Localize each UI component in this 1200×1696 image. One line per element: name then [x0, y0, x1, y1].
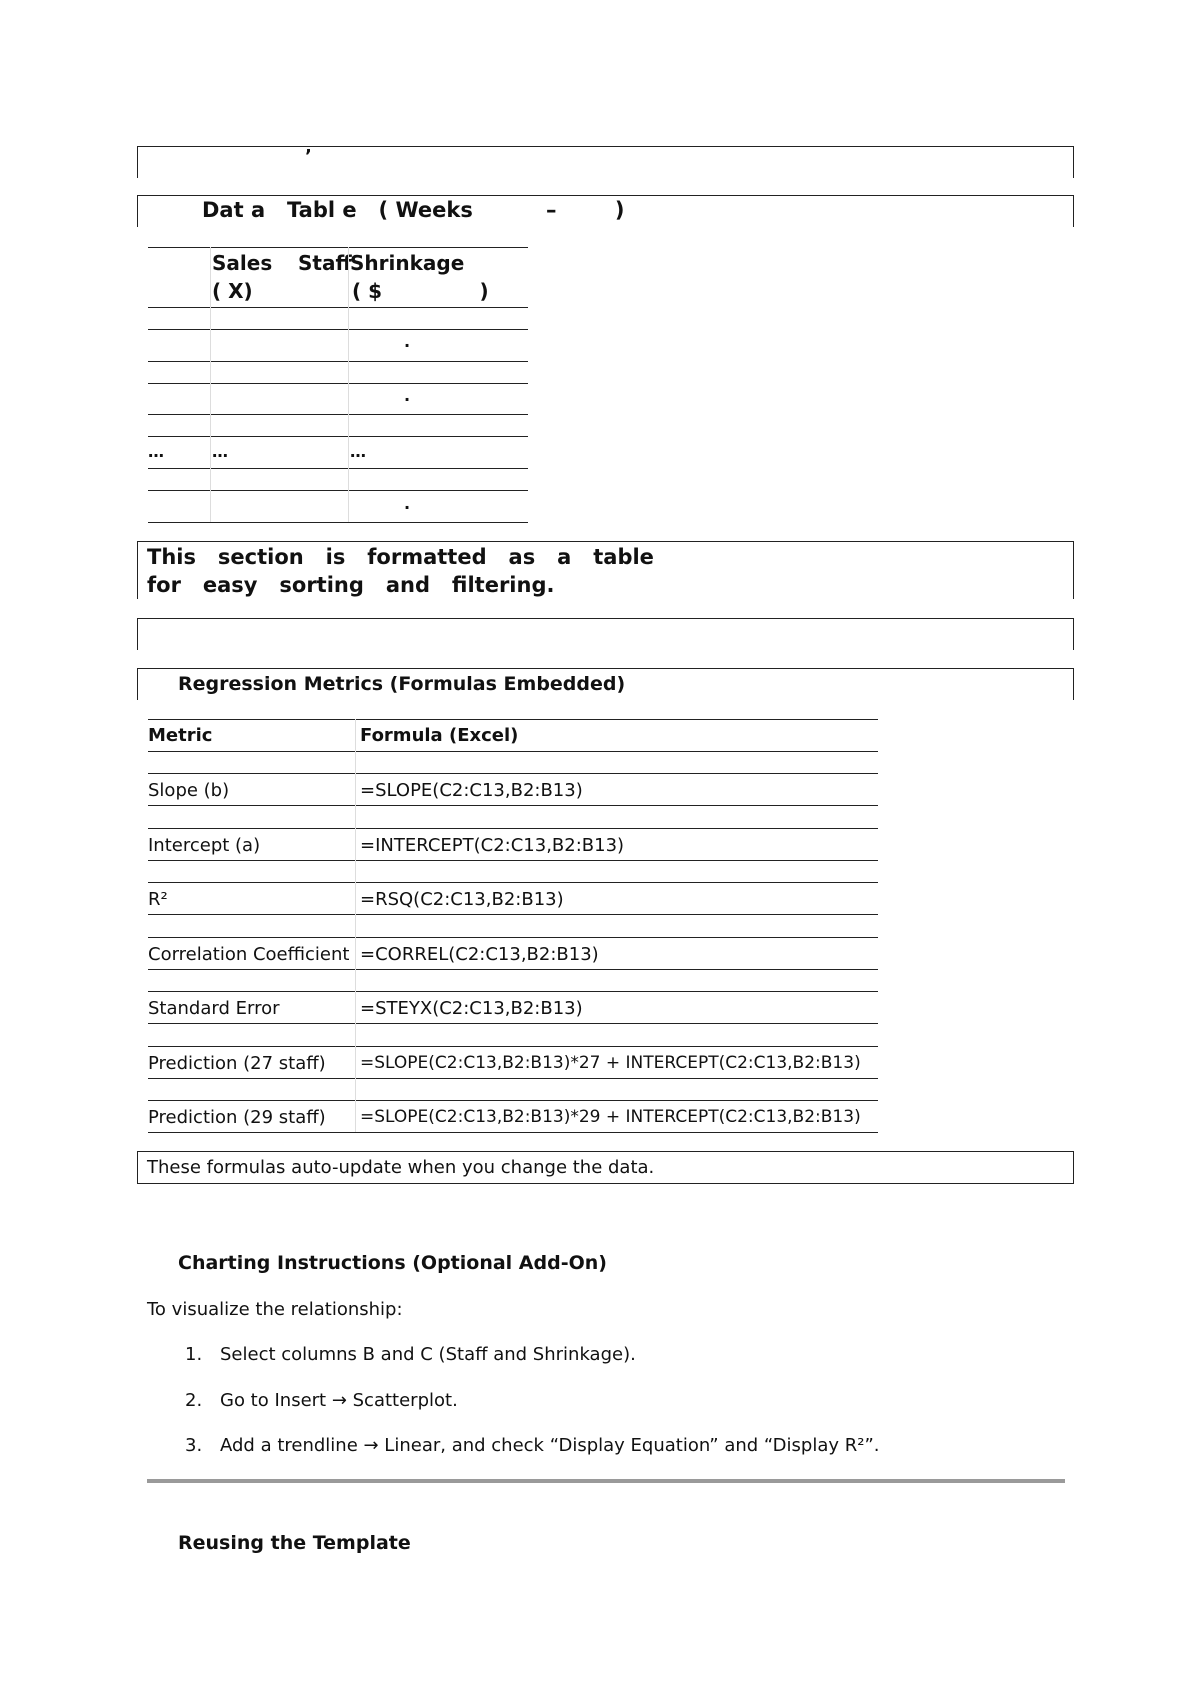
step-number: 3. — [185, 1435, 203, 1456]
top-box — [137, 146, 1074, 178]
header-shrinkage: Shrinkage — [350, 251, 465, 275]
header-staff: Staff — [298, 251, 352, 275]
step-number: 1. — [185, 1344, 203, 1365]
table-cell-formula: =INTERCEPT(C2:C13,B2:B13) — [360, 835, 625, 856]
table-row: . — [404, 332, 411, 351]
table-row: Standard Error — [148, 998, 280, 1019]
list-item: Add a trendline → Linear, and check “Display Equation” and “Display R²”. — [220, 1435, 880, 1456]
table-row: Prediction (27 staff) — [148, 1053, 326, 1074]
table-note-line2: for easy sorting and filtering. — [147, 573, 555, 597]
apostrophe-mark: ’ — [305, 146, 312, 167]
col-header-metric: Metric — [148, 725, 213, 746]
charting-heading: Charting Instructions (Optional Add-On) — [178, 1252, 607, 1274]
table-row: Intercept (a) — [148, 835, 261, 856]
table-row: R² — [148, 889, 168, 910]
table-cell-formula: =RSQ(C2:C13,B2:B13) — [360, 889, 564, 910]
table-row: Slope (b) — [148, 780, 230, 801]
charting-intro: To visualize the relationship: — [147, 1299, 403, 1320]
list-item: Select columns B and C (Staff and Shrinkage). — [220, 1344, 636, 1365]
header-sales-unit: ( X) — [212, 279, 253, 303]
table-row: . — [404, 386, 411, 405]
section-divider — [147, 1479, 1065, 1483]
header-sales: Sales — [212, 251, 273, 275]
step-number: 2. — [185, 1390, 203, 1411]
table-row: . — [404, 494, 411, 513]
table-note-line1: This section is formatted as a table — [147, 545, 654, 569]
table-cell-formula: =SLOPE(C2:C13,B2:B13)*29 + INTERCEPT(C2:C13,B2:B13) — [360, 1107, 861, 1127]
table-row: Correlation Coefficient — [148, 944, 350, 965]
table-row: Prediction (29 staff) — [148, 1107, 326, 1128]
col-header-formula: Formula (Excel) — [360, 725, 519, 746]
data-table-title: Dat a Tabl e ( Weeks – ) — [202, 198, 625, 222]
table-row-ellipsis-b: … — [212, 442, 228, 461]
header-shrinkage-unit: ( $ ) — [352, 279, 489, 303]
list-item: Go to Insert → Scatterplot. — [220, 1390, 458, 1411]
table-cell-formula: =SLOPE(C2:C13,B2:B13) — [360, 780, 583, 801]
table-row-ellipsis-c: … — [350, 442, 366, 461]
table-row-ellipsis-a: … — [148, 442, 164, 461]
empty-box — [137, 618, 1074, 650]
regression-footer: These formulas auto-update when you change the data. — [147, 1157, 655, 1178]
table-cell-formula: =STEYX(C2:C13,B2:B13) — [360, 998, 583, 1019]
reuse-heading: Reusing the Template — [178, 1532, 411, 1554]
table-cell-formula: =SLOPE(C2:C13,B2:B13)*27 + INTERCEPT(C2:C13,B2:B13) — [360, 1053, 861, 1073]
table-cell-formula: =CORREL(C2:C13,B2:B13) — [360, 944, 599, 965]
regression-heading: Regression Metrics (Formulas Embedded) — [178, 673, 626, 695]
